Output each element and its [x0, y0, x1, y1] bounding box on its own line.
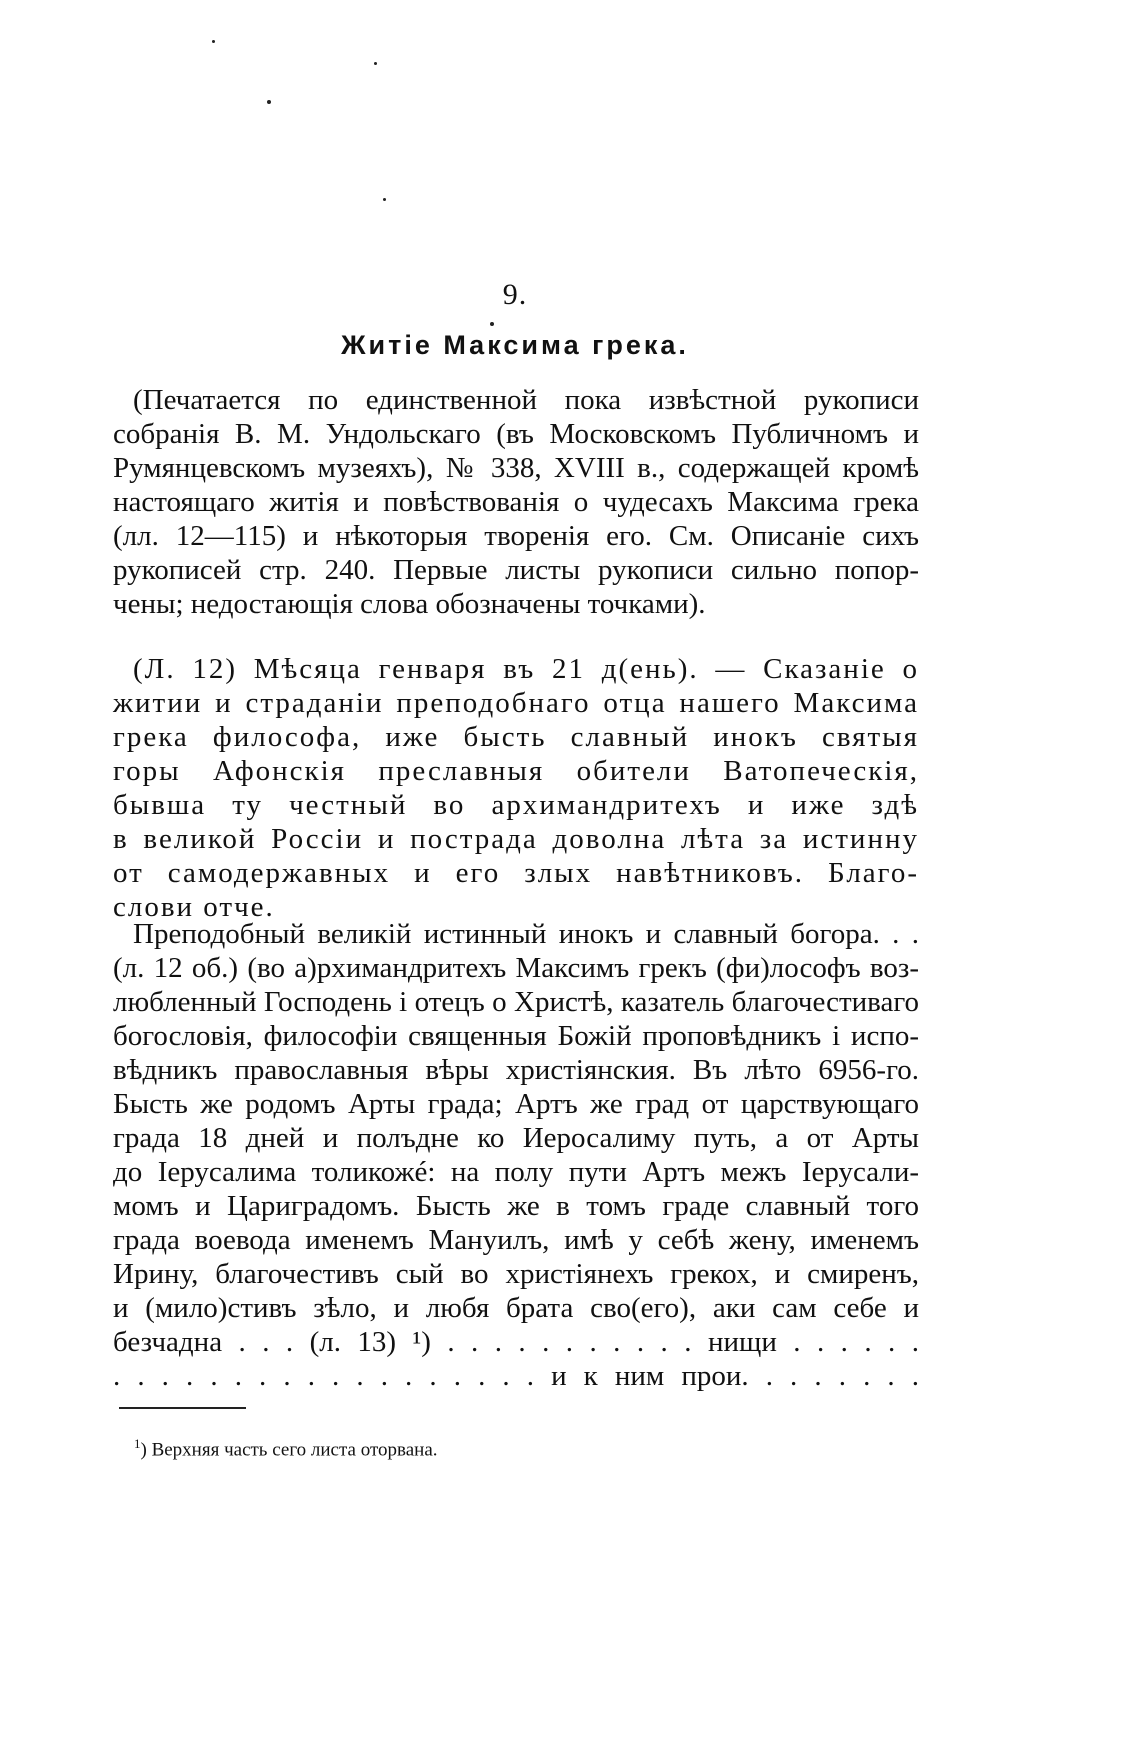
- text-line: и (мило)стивъ зѣло, и любя брата сво(его), аки сам себе и: [113, 1292, 919, 1324]
- text-line: (лл. 12—115) и нѣкоторыя творенiя его. См. Описанiе сихъ: [113, 520, 919, 552]
- print-speck: [267, 100, 271, 104]
- intro-paragraph: [113, 383, 919, 621]
- text-line: (Л. 12) Мѣсяца генваря въ 21 д(ень). — Сказанiе о: [133, 653, 919, 685]
- text-line: . . . . . . . . . . . . . . . . . . и к ним прои. . . . . . . .: [113, 1360, 919, 1392]
- footnote-divider: [119, 1407, 246, 1409]
- text-line: (л. 12 об.) (во а)рхимандритехъ Максимъ грекъ (фи)лософъ воз-: [113, 952, 919, 984]
- print-speck: [383, 198, 386, 201]
- text-line: богословiя, философiи священныя Божiй проповѣдникъ i испо-: [113, 1020, 919, 1052]
- text-line: рукописей стр. 240. Первые листы рукописи сильно попор-: [113, 554, 919, 586]
- chapter-number: 9.: [502, 278, 528, 311]
- text-line: града 18 дней и полъдне ко Иеросалиму путь, а от Арты: [113, 1122, 919, 1154]
- text-line: настоящаго житiя и повѣствованiя о чудесахъ Максима грека: [113, 486, 919, 518]
- text-line: житии и страданiи преподобнаго отца нашего Максима: [113, 687, 919, 719]
- text-line: слови отче.: [113, 891, 275, 923]
- text-line: града воевода именемъ Мануилъ, имѣ у себѣ жену, именемъ: [113, 1224, 919, 1256]
- text-line: любленный Господень i отецъ о Христѣ, казатель благочестиваго: [113, 986, 919, 1018]
- chapter-title: Житiе Максима грека.: [341, 330, 689, 360]
- text-line: бывша ту честный во архимандритехъ и иже здѣ: [113, 789, 919, 821]
- footnote-marker: 1: [134, 1436, 141, 1451]
- text-line: горы Афонскiя преславныя обители Ватопеческiя,: [113, 755, 919, 787]
- text-line: от самодержавных и его злых навѣтниковъ. Благо-: [113, 857, 919, 889]
- text-line: Бысть же родомъ Арты града; Артъ же град от царствующаго: [113, 1088, 919, 1120]
- main-text-paragraph: [113, 652, 919, 924]
- print-speck: [490, 322, 494, 326]
- text-line: вѣдникъ православныя вѣры христiянския. Въ лѣто 6956-го.: [113, 1054, 919, 1086]
- text-line: момъ и Цариградомъ. Бысть же в томъ граде славный того: [113, 1190, 919, 1222]
- text-line: чены; недостающiя слова обозначены точками).: [113, 588, 706, 620]
- text-line: в великой Россiи и пострада доволна лѣта за истинну: [113, 823, 919, 855]
- text-line: Ирину, благочестивъ сый во христiянехъ грекох, и смиренъ,: [113, 1258, 919, 1290]
- text-line: безчадна . . . (л. 13) ¹) . . . . . . . . . . . нищи . . . . . .: [113, 1326, 919, 1358]
- main-text-paragraph-2: [113, 917, 919, 1393]
- print-speck: [374, 62, 377, 65]
- text-line: (Печатается по единственной пока извѣстной рукописи: [133, 384, 919, 416]
- text-line: собранiя В. М. Ундольскаго (въ Московскомъ Публичномъ и: [113, 418, 919, 450]
- text-line: Румянцевскомъ музеяхъ), № 338, XVIII в., содержащей кромѣ: [113, 452, 919, 484]
- text-line: грека философа, иже бысть славный инокъ святыя: [113, 721, 919, 753]
- text-line: Преподобный великiй истинный инокъ и славный богора. . .: [133, 918, 919, 950]
- print-speck: [212, 40, 215, 43]
- text-line: до Iерусалима толикожé: на полу пути Артъ межъ Iерусали-: [113, 1156, 919, 1188]
- footnote: [134, 1432, 438, 1462]
- footnote-text: ) Верхняя часть сего листа оторвана.: [140, 1439, 438, 1461]
